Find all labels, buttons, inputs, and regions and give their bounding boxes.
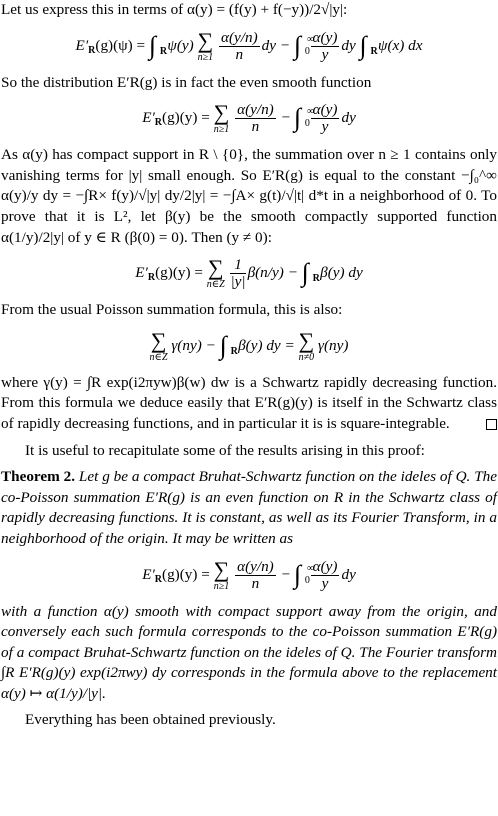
eq1-sum-lim: n≥1 — [197, 51, 214, 63]
eq2-lhs-sub: R — [154, 117, 163, 129]
eq1-integral3: ∫ R — [360, 32, 367, 61]
eq3-sum-lim: n∈Z — [206, 279, 225, 291]
eq2-lhs: E′ — [142, 109, 155, 127]
paragraph-intro: Let us express this in terms of α(y) = (f(y) + f(−y))/2√|y|: — [1, 1, 348, 18]
eq2-rest: (g)(y) = — [162, 109, 210, 127]
eq1-int2-hi: ∞ — [306, 33, 314, 45]
eq2-frac-den: n — [251, 118, 260, 136]
eq2-frac2-num: α(y) — [312, 101, 338, 119]
eq4-int-sub: R — [230, 345, 238, 357]
eq4-integral: ∫ R — [220, 332, 227, 361]
eq1-frac-den: n — [235, 45, 244, 63]
eq3-sum: ∑ n∈Z — [206, 255, 225, 291]
eq1-integral: ∫ R — [149, 32, 156, 61]
eq4-mid: β(y) dy = — [238, 336, 295, 354]
eq1-frac — [219, 30, 260, 63]
eq5-frac2 — [311, 559, 340, 592]
paragraph-closing: Everything has been obtained previously. — [25, 711, 276, 729]
eq2-frac2 — [311, 102, 340, 135]
eq4-sum2-lim: n≠0 — [298, 351, 315, 363]
theorem-label: Theorem 2. — [1, 468, 76, 486]
eq1-sum: ∑ n≥1 — [197, 27, 214, 63]
equation-4 — [1, 327, 497, 363]
eq2-minus: − — [281, 109, 291, 127]
eq1-psi: ψ(y) — [167, 36, 194, 54]
eq1-frac2-den: y — [321, 45, 329, 63]
eq1-dy: dy − — [261, 36, 291, 54]
eq4-sum2: ∑ n≠0 — [298, 327, 315, 363]
eq1-int-sub: R — [159, 45, 168, 57]
eq3-lhs: E′ — [135, 264, 148, 282]
eq2-sum: ∑ n≥1 — [213, 100, 230, 136]
eq5-sum-lim: n≥1 — [213, 580, 230, 592]
eq4-tail: γ(ny) — [318, 336, 349, 354]
theorem-2 — [1, 467, 497, 549]
paragraph-distribution: So the distribution E′R(g) is in fact the even smooth function — [1, 73, 372, 91]
paragraph-schwartz — [1, 373, 497, 435]
eq5-frac-num: α(y/n) — [237, 557, 274, 575]
paragraph-recapitulate: It is useful to recapitulate some of the results arising in this proof: — [25, 441, 425, 459]
eq4-gamma: γ(ny) − — [171, 336, 216, 354]
eq1-lhs-sub: R — [88, 44, 96, 56]
eq4-sum: ∑ n∈Z — [149, 327, 168, 363]
eq1-frac2 — [311, 30, 340, 63]
eq1-tail: ψ(x) dx — [378, 36, 423, 54]
equation-5 — [1, 556, 497, 592]
eq1-frac-num: α(y/n) — [220, 28, 258, 46]
eq3-rest: (g)(y) = — [155, 264, 203, 282]
eq3-frac — [230, 257, 245, 290]
eq2-sum-lim: n≥1 — [213, 124, 230, 136]
eq3-frac-num: 1 — [230, 257, 245, 274]
eq5-sum: ∑ n≥1 — [213, 556, 230, 592]
eq2-int-lo: 0 — [304, 118, 310, 130]
eq5-int-lo: 0 — [304, 574, 310, 586]
eq2-int-hi: ∞ — [306, 106, 315, 118]
equation-1 — [1, 27, 497, 63]
qed-square-icon — [486, 419, 497, 430]
eq5-integral: ∫ 0 ∞ — [294, 561, 301, 590]
eq5-int-hi: ∞ — [306, 562, 315, 574]
eq2-dy: dy — [341, 109, 356, 127]
eq1-rest: (g)(ψ) = — [95, 36, 146, 54]
eq1-integral2: ∫ 0 ∞ — [294, 32, 301, 61]
eq1-dy2: dy — [341, 36, 356, 54]
eq5-dy: dy — [341, 565, 356, 583]
eq3-frac-den: |y| — [230, 273, 246, 291]
eq3-tail: β(y) dy — [320, 264, 363, 282]
eq2-frac2-den: y — [321, 118, 329, 136]
eq5-frac — [235, 559, 276, 592]
eq5-frac2-den: y — [321, 574, 329, 592]
eq3-int-sub: R — [312, 273, 320, 285]
eq5-lhs: E′ — [142, 565, 155, 583]
eq2-frac-num: α(y/n) — [237, 101, 274, 119]
eq3-beta: β(n/y) − — [247, 264, 298, 282]
eq5-frac-den: n — [251, 574, 260, 592]
eq2-integral: ∫ 0 ∞ — [294, 104, 301, 133]
eq5-frac2-num: α(y) — [312, 557, 338, 575]
paragraph-compact-support: As α(y) has compact support in R \ {0}, the summation over n ≥ 1 contains only vanishing terms for |y| small enough. So E′R(g) is equal to the constant −∫₀^∞ α(y)/y dy = −∫R× f(y)/√|y| dy/2|y| = −∫A× g(t)/√|t| d*t in a neighborhood of 0. To prove that it is L², let β(y) be the smooth compactly supported function α(1/y)/2|y| of y ∈ R (β(0) = 0). Then (y ≠ 0): — [1, 146, 497, 246]
eq1-lhs: E′ — [75, 36, 89, 54]
eq4-sum-lim: n∈Z — [149, 351, 168, 363]
equation-3 — [1, 257, 497, 290]
eq5-minus: − — [281, 565, 291, 583]
eq3-lhs-sub: R — [147, 272, 156, 284]
eq1-int3-sub: R — [370, 45, 378, 57]
eq2-frac — [235, 102, 276, 135]
equation-2 — [1, 102, 497, 135]
theorem-text-continued: with a function α(y) smooth with compact support away from the origin, and conversely each such formula corresponds to the co-Poisson summation E′R(g) of a compact Bruhat-Schwartz function on the ideles of Q. The Fourier transform ∫R E′R(g)(y) exp(i2πwy) dy corresponds in the formula above to the replacement α(y) ↦ α(1/y)/|y|. — [1, 602, 497, 702]
eq1-frac2-num: α(y) — [312, 28, 338, 46]
theorem-text: Let g be a compact Bruhat-Schwartz function on the ideles of Q. The co-Poisson summation E′R(g) is an even function on R in the Schwartz class of rapidly decreasing functions. It is constant, as well as its Fourier Transform, in a neighborhood of the origin. It may be written as — [1, 468, 498, 547]
paragraph-schwartz-text: where γ(y) = ∫R exp(i2πyw)β(w) dw is a Schwartz rapidly decreasing function. From this formula we deduce easily that E′R(g)(y) is itself in the Schwartz class of rapidly decreasing functions, and in particular it is is square-integrable. — [1, 373, 497, 432]
eq5-rest: (g)(y) = — [162, 565, 210, 583]
eq5-lhs-sub: R — [154, 573, 163, 585]
paragraph-poisson: From the usual Poisson summation formula, this is also: — [1, 301, 343, 319]
eq1-int2-lo: 0 — [304, 45, 310, 57]
eq3-integral: ∫ R — [302, 259, 309, 288]
